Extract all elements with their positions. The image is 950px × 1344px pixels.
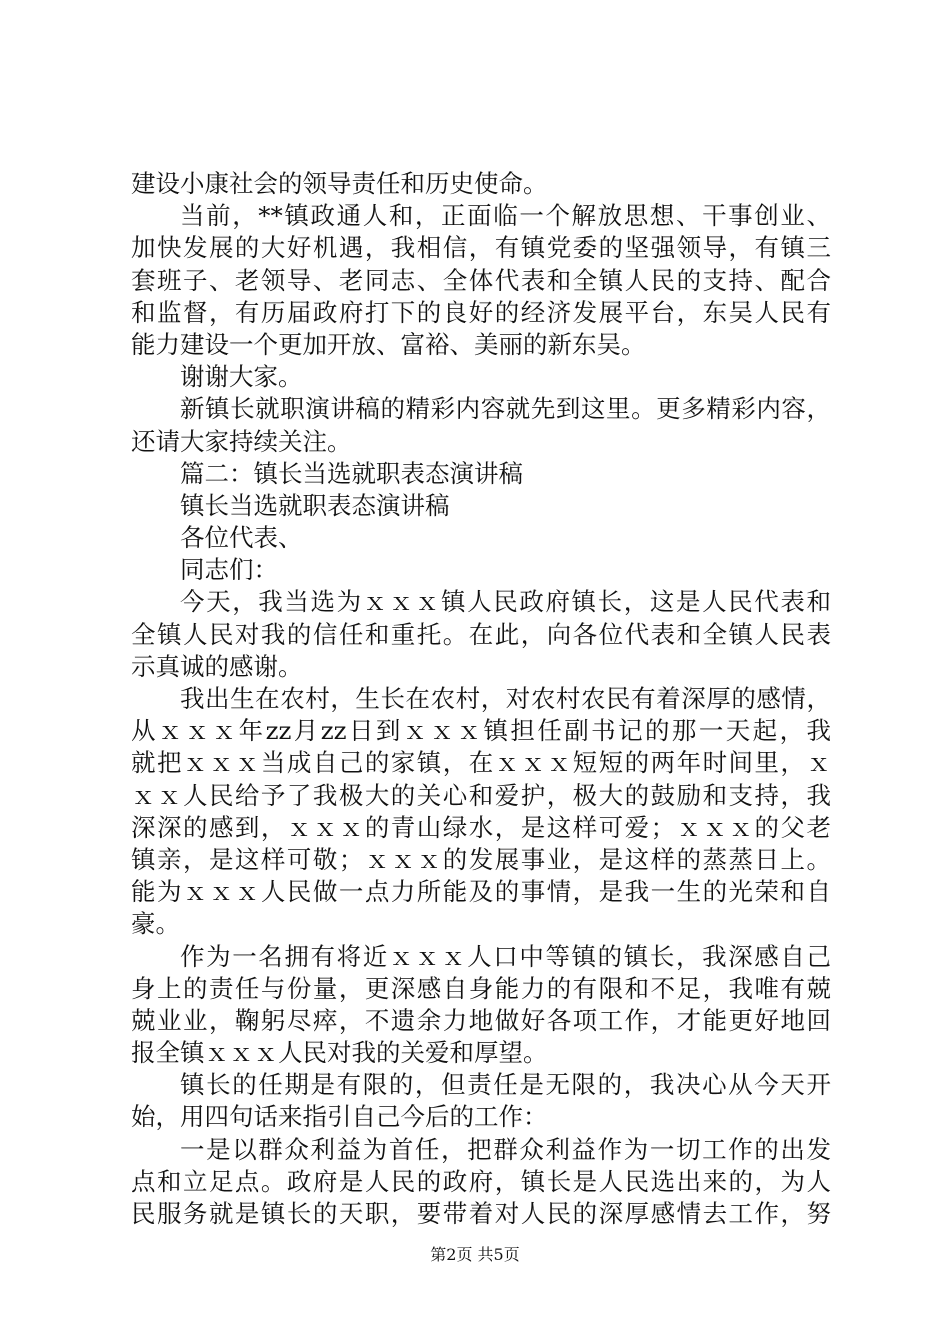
text-line: 点和立足点。政府是人民的政府，镇长是人民选出来的，为人 — [131, 1166, 831, 1196]
text-line: 套班子、老领导、老同志、全体代表和全镇人民的支持、配合 — [131, 265, 831, 295]
text-line: 从ｘｘｘ年zz月zz日到ｘｘｘ镇担任副书记的那一天起，我 — [131, 716, 831, 746]
text-line: 能为ｘｘｘ人民做一点力所能及的事情，是我一生的光荣和自 — [131, 877, 831, 907]
text-line: 还请大家持续关注。 — [131, 426, 352, 456]
text-line: 今天，我当选为ｘｘｘ镇人民政府镇长，这是人民代表和 — [180, 587, 831, 617]
text-line: 篇二：镇长当选就职表态演讲稿 — [180, 458, 523, 488]
text-line: 我出生在农村，生长在农村，对农村农民有着深厚的感情， — [180, 684, 831, 713]
text-line: 深深的感到，ｘｘｘ的青山绿水，是这样可爱；ｘｘｘ的父老 — [131, 812, 831, 842]
text-line: 建设小康社会的领导责任和历史使命。 — [131, 169, 548, 198]
text-line: 兢业业，鞠躬尽瘁，不遗余力地做好各项工作，才能更好地回 — [131, 1005, 831, 1035]
text-line: 示真诚的感谢。 — [131, 651, 303, 681]
text-line: 报全镇ｘｘｘ人民对我的关爱和厚望。 — [131, 1038, 548, 1068]
text-line: 始，用四句话来指引自己今后的工作： — [131, 1102, 548, 1132]
text-line: 镇长的任期是有限的，但责任是无限的，我决心从今天开 — [180, 1070, 831, 1100]
text-line: 同志们： — [180, 555, 278, 585]
text-line: 镇长当选就职表态演讲稿 — [180, 490, 450, 520]
text-line: 镇亲，是这样可敬；ｘｘｘ的发展事业，是这样的蒸蒸日上。 — [131, 844, 831, 874]
text-line: 民服务就是镇长的天职，要带着对人民的深厚感情去工作，努 — [131, 1199, 831, 1228]
text-line: 豪。 — [131, 909, 180, 939]
text-line: 作为一名拥有将近ｘｘｘ人口中等镇的镇长，我深感自己 — [180, 941, 831, 971]
text-line: 新镇长就职演讲稿的精彩内容就先到这里。更多精彩内容， — [180, 394, 831, 424]
text-line: 加快发展的大好机遇，我相信，有镇党委的坚强领导，有镇三 — [131, 233, 831, 263]
text-line: 就把ｘｘｘ当成自己的家镇，在ｘｘｘ短短的两年时间里，ｘ — [131, 748, 831, 778]
text-line: 身上的责任与份量，更深感自身能力的有限和不足，我唯有兢 — [131, 973, 831, 1003]
text-line: 和监督，有历届政府打下的良好的经济发展平台，东吴人民有 — [131, 297, 831, 327]
text-line: 能力建设一个更加开放、富裕、美丽的新东吴。 — [131, 329, 646, 359]
document-body — [131, 168, 831, 1230]
text-line: 当前，**镇政通人和，正面临一个解放思想、干事创业、 — [180, 201, 831, 231]
text-line: 一是以群众利益为首任，把群众利益作为一切工作的出发 — [180, 1134, 831, 1164]
text-line: 全镇人民对我的信任和重托。在此，向各位代表和全镇人民表 — [131, 619, 831, 649]
text-line: ｘｘ人民给予了我极大的关心和爱护，极大的鼓励和支持，我 — [131, 780, 831, 810]
text-line: 谢谢大家。 — [180, 362, 303, 392]
page-footer: 第2页 共5页 — [430, 1245, 520, 1264]
text-line: 各位代表、 — [180, 523, 303, 553]
